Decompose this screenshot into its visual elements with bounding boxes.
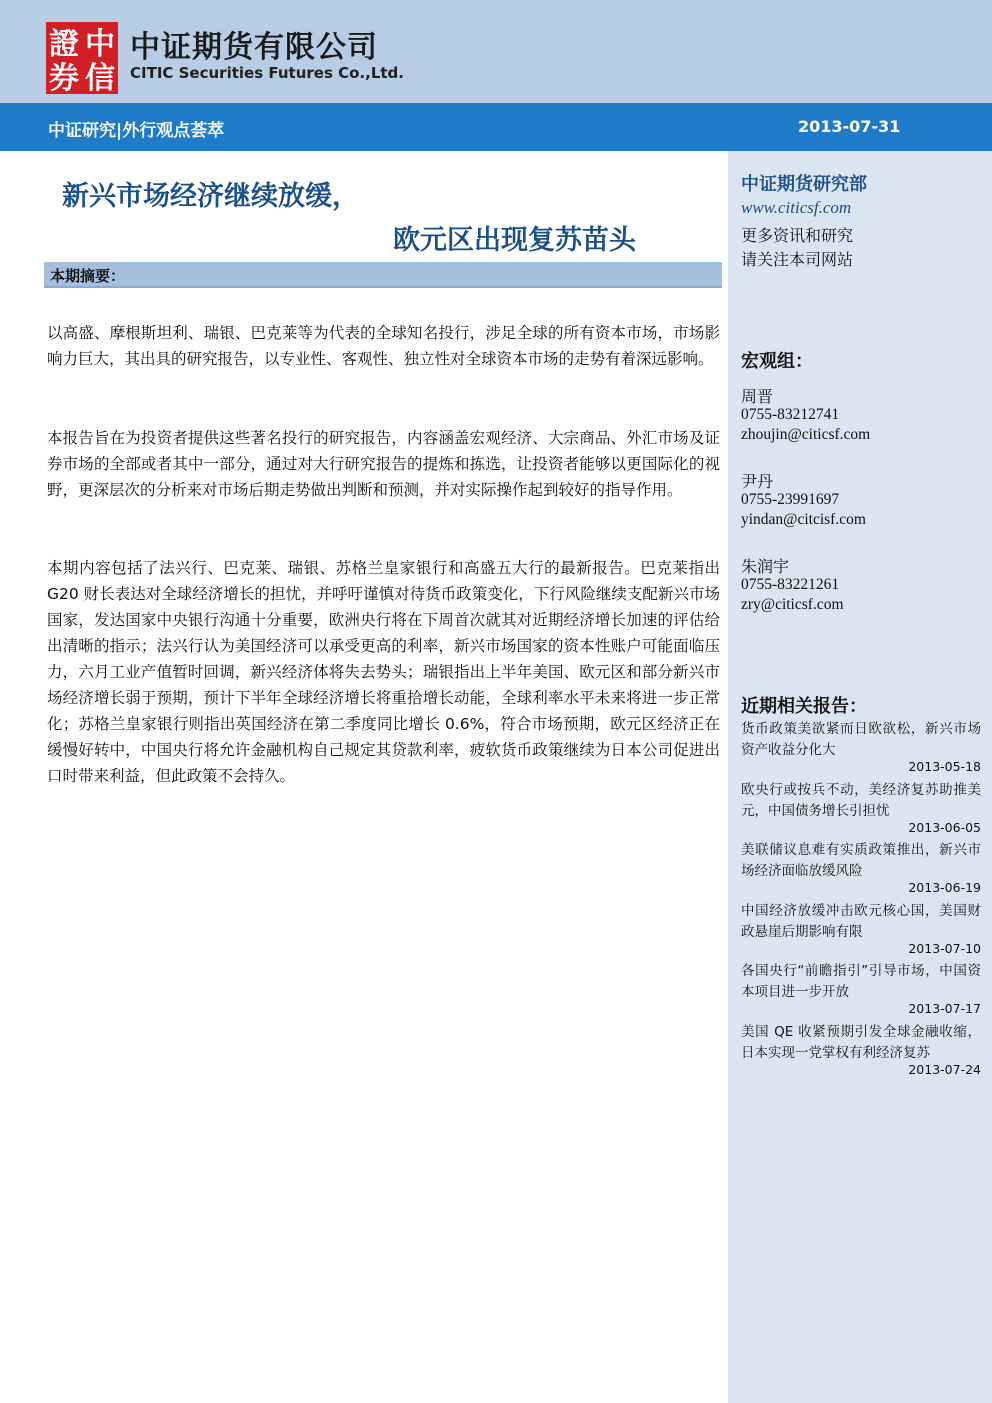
related-report-date: 2013-07-17 — [908, 1001, 981, 1016]
related-reports-title: 近期相关报告： — [741, 696, 867, 717]
headline-line-1: 新兴市场经济继续放缓， — [62, 181, 359, 212]
body-paragraph: 本期内容包括了法兴行、巴克莱、瑞银、苏格兰皇家银行和高盛五大行的最新报告。巴克莱指出 G20 财长表达对全球经济增长的担忧，并呼吁谨慎对待货币政策变化，下行风险继续支配新兴市场国家，发达国家中央银行沟通十分重要，欧洲央行将在下周首次就其对近期经济增长加速的评估给出清晰的指示；法兴行认为美国经济可以承受更高的利率，新兴市场国家的资本性账户可能面临压力，六月工业产值暂时回调，新兴经济体将失去势头；瑞银指出上半年美国、欧元区和部分新兴市场经济增长弱于预期，预计下半年全球经济增长将重拾增长动能，全球利率水平未来将进一步正常化；苏格兰皇家银行则指出英国经济在第二季度同比增长 0.6%，符合市场预期，欧元区经济正在缓慢好转中，中国央行将允许金融机构自己规定其贷款利率，疲软货币政策继续为日本公司促进出口时带来利益，但此政策不会持久。 — [47, 559, 720, 785]
contact-name: 周晋 — [741, 387, 774, 406]
related-report-date: 2013-06-05 — [908, 819, 981, 835]
company-logo — [46, 22, 118, 94]
related-report-date: 2013-05-18 — [908, 759, 981, 774]
headline-line-2: 欧元区出现复苏苗头 — [393, 225, 636, 256]
contact-email[interactable]: yindan@citcisf.com — [741, 511, 866, 528]
related-report[interactable] — [741, 780, 981, 841]
related-reports-list — [741, 719, 981, 1082]
svg-text:信: 信 — [85, 61, 115, 94]
related-report[interactable] — [741, 1022, 981, 1083]
related-report-title: 美国 QE 收紧预期引发全球金融收缩，日本实现一党掌权有利经济复苏 — [741, 1023, 981, 1061]
svg-text:中: 中 — [85, 27, 115, 62]
header-band — [0, 0, 992, 103]
svg-text:券: 券 — [49, 61, 79, 94]
research-dept-note: 请关注本司网站 — [741, 250, 854, 269]
company-name-cn: 中证期货有限公司 — [130, 30, 378, 65]
macro-group-title: 宏观组： — [741, 351, 813, 372]
research-dept-url[interactable]: www.citicsf.com — [741, 198, 852, 217]
related-report-title: 货币政策美欲紧而日欧欲松，新兴市场资产收益分化大 — [741, 721, 981, 758]
body-paragraph: 本报告旨在为投资者提供这些著名投行的研究报告，内容涵盖宏观经济、大宗商品、外汇市场及证券市场的全部或者其中一部分，通过对大行研究报告的提炼和拣选，让投资者能够以更国际化的视野，更深层次的分析来对市场后期走势做出判断和预测，并对实际操作起到较好的指导作用。 — [47, 429, 720, 499]
related-report[interactable] — [741, 840, 981, 901]
summary-bar — [44, 262, 722, 288]
issue-date: 2013-07-31 — [798, 117, 901, 136]
related-report-title: 中国经济放缓冲击欧元核心国，美国财政悬崖后期影响有限 — [741, 902, 981, 940]
contact-email[interactable]: zry@citicsf.com — [741, 596, 844, 613]
contact-email[interactable]: zhoujin@citicsf.com — [741, 426, 871, 443]
related-report-date: 2013-07-10 — [908, 940, 981, 956]
summary-label: 本期摘要： — [50, 267, 126, 285]
research-dept-note: 更多资讯和研究 — [741, 226, 854, 245]
related-report[interactable] — [741, 901, 981, 962]
related-report-title: 欧央行或按兵不动，美经济复苏助推美元，中国债务增长引担忧 — [741, 781, 981, 819]
related-report-date: 2013-07-24 — [908, 1061, 981, 1077]
contact-phone: 0755-83221261 — [741, 576, 840, 593]
contact-phone: 0755-23991697 — [741, 491, 840, 508]
contact-name: 朱润宇 — [741, 557, 790, 576]
series-label: 中证研究|外行观点荟萃 — [48, 121, 225, 141]
related-report-title: 美联储议息难有实质政策推出，新兴市场经济面临放缓风险 — [741, 842, 981, 879]
contact-phone: 0755-83212741 — [741, 406, 840, 423]
related-report-title: 各国央行“前瞻指引”引导市场，中国资本项目进一步开放 — [741, 963, 981, 1000]
body-paragraph: 以高盛、摩根斯坦利、瑞银、巴克莱等为代表的全球知名投行，涉足全球的所有资本市场，市场影响力巨大，其出具的研究报告，以专业性、客观性、独立性对全球资本市场的走势有着深远影响。 — [47, 324, 720, 368]
contact-name: 尹丹 — [741, 472, 774, 491]
svg-text:證: 證 — [49, 27, 79, 62]
research-dept-name: 中证期货研究部 — [741, 174, 867, 195]
related-report[interactable] — [741, 719, 981, 780]
related-report[interactable] — [741, 961, 981, 1022]
related-report-date: 2013-06-19 — [908, 880, 981, 895]
company-name-en: CITIC Securities Futures Co.,Ltd. — [130, 64, 404, 82]
